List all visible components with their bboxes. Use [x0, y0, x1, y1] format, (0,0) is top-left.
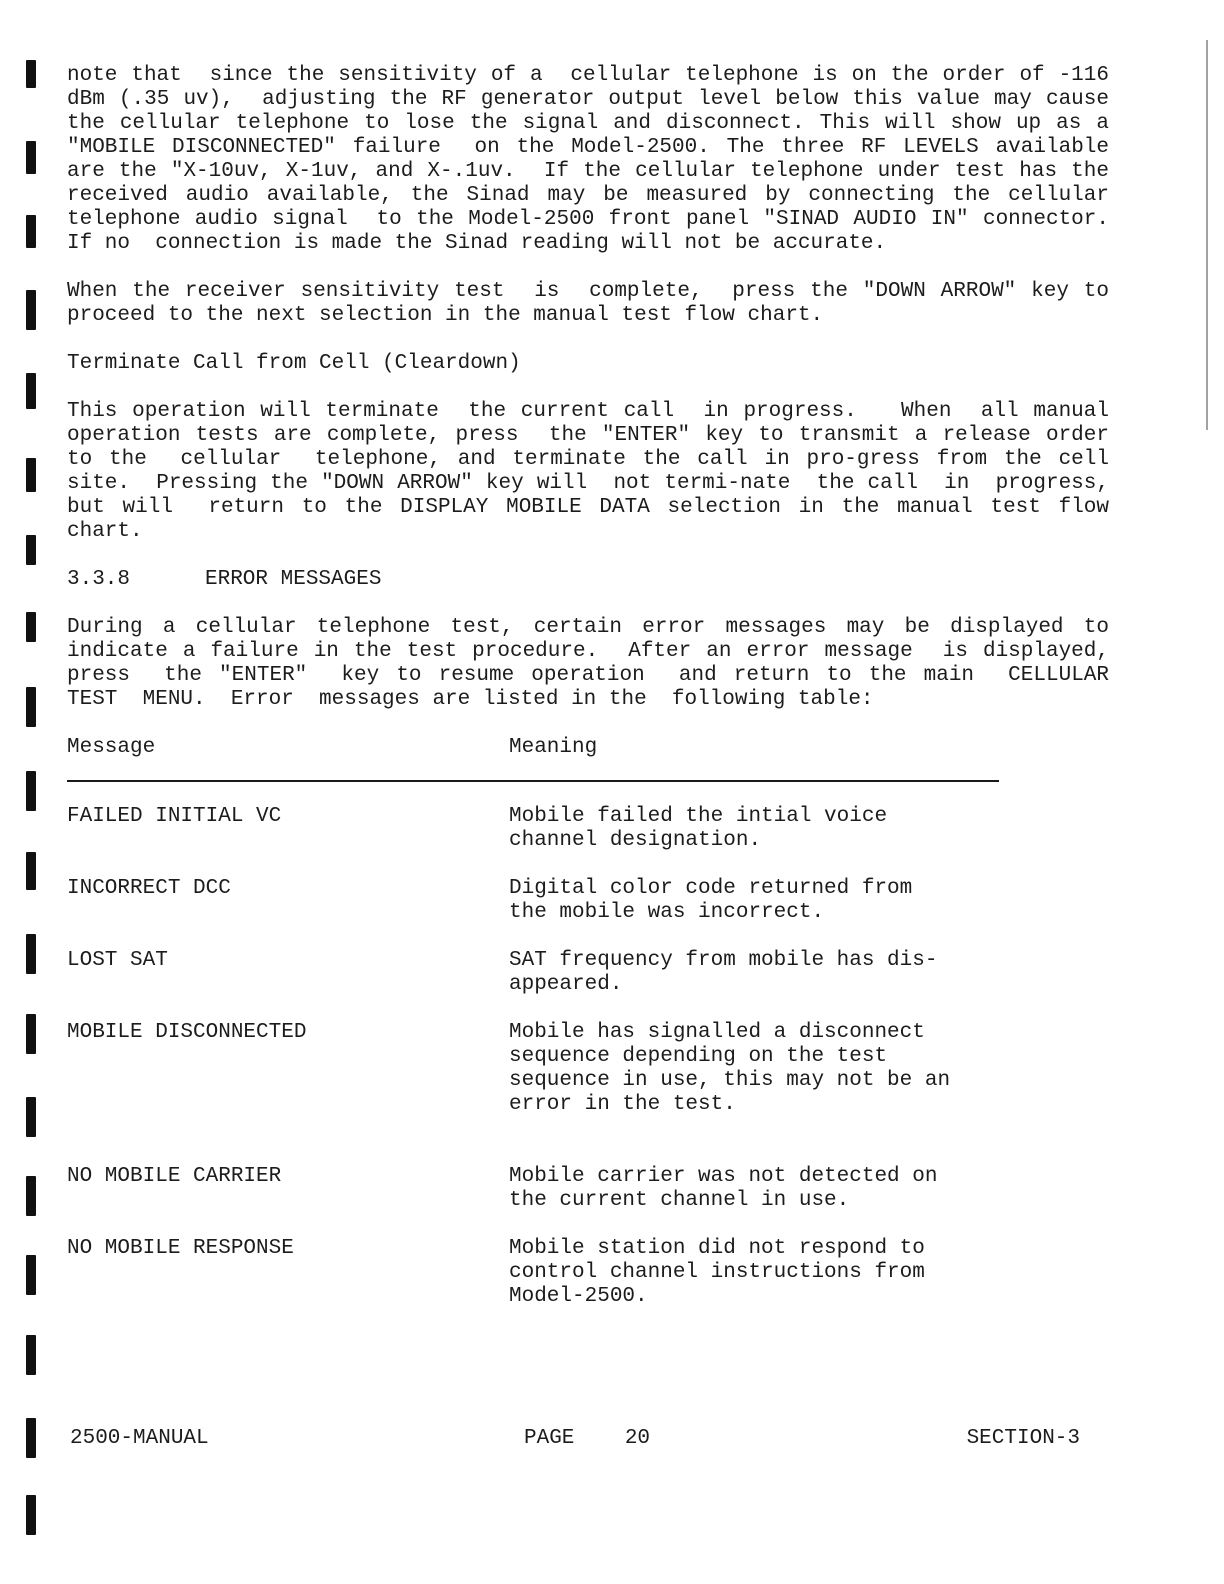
subheading-terminate-call: Terminate Call from Cell (Cleardown): [67, 352, 521, 375]
footer-page-number: PAGE 20: [524, 1427, 651, 1450]
row-meaning: SAT frequency from mobile has dis- appeared.: [509, 949, 938, 996]
table-row: [67, 877, 1109, 925]
row-message: MOBILE DISCONNECTED: [67, 1021, 307, 1044]
punch-hole: [26, 60, 36, 88]
punch-hole: [26, 535, 36, 565]
punch-hole: [26, 215, 36, 248]
punch-hole: [26, 771, 36, 811]
table-row: [67, 1165, 1109, 1213]
error-messages-table: [67, 736, 1109, 1309]
punch-hole: [26, 852, 36, 890]
punch-hole: [26, 1495, 36, 1535]
punch-hole: [26, 687, 36, 727]
row-meaning: Mobile has signalled a disconnect sequence depending on the test sequence in use, this may not be an error in the test.: [509, 1021, 951, 1116]
row-message: INCORRECT DCC: [67, 877, 231, 900]
paragraph-error-intro: During a cellular telephone test, certain error messages may be displayed to indicate a failure in the test procedure. After an error message is displayed, press the "ENTER" key to resume operation and return to the main CELLULAR TEST MENU. Error messages are listed in the following table:: [67, 616, 1135, 711]
row-meaning: Mobile failed the intial voice channel designation.: [509, 805, 888, 852]
punch-hole: [26, 1176, 36, 1216]
row-meaning: Mobile carrier was not detected on the current channel in use.: [509, 1165, 938, 1212]
punch-hole: [26, 934, 36, 974]
binding-punch-holes: [0, 0, 40, 1584]
table-row: [67, 949, 1109, 997]
table-row: [67, 805, 1109, 853]
punch-hole: [26, 373, 36, 409]
punch-hole: [26, 1255, 36, 1295]
page-edge-line: [1206, 40, 1208, 430]
punch-hole: [26, 1418, 36, 1458]
section-heading: [67, 568, 1109, 592]
row-message: NO MOBILE RESPONSE: [67, 1237, 294, 1260]
row-message: NO MOBILE CARRIER: [67, 1165, 282, 1188]
punch-hole: [26, 1335, 36, 1375]
row-message: FAILED INITIAL VC: [67, 805, 282, 828]
table-row: [67, 1237, 1109, 1309]
punch-hole: [26, 458, 36, 492]
row-meaning: Digital color code returned from the mobile was incorrect.: [509, 877, 913, 924]
punch-hole: [26, 290, 36, 330]
header-rule: [67, 780, 999, 782]
section-title: ERROR MESSAGES: [205, 568, 382, 591]
punch-hole: [26, 1014, 36, 1054]
punch-hole: [26, 141, 36, 174]
punch-hole: [26, 612, 36, 642]
paragraph-terminate-call: This operation will terminate the current call in progress. When all manual operation tests are complete, press the "ENTER" key to transmit a release order to the cellular telephone, and terminate the call in pro-gress from the cell site. Pressing the "DOWN ARROW" key will not termi-nate the call in progress, but will return to the DISPLAY MOBILE DATA selection in the manual test flow chart.: [67, 400, 1122, 543]
paragraph-sensitivity-note: note that since the sensitivity of a cellular telephone is on the order of -116 dBm (.35 uv), adjusting the RF generator output level below this value may cause the cellular telephone to lose the signal and disconnect. This will show up as a "MOBILE DISCONNECTED" failure on the Model-2500. The three RF LEVELS available are the "X-10uv, X-1uv, and X-.1uv. If the cellular telephone under test has the received audio available, the Sinad may be measured by connecting the cellular telephone audio signal to the Model-2500 front panel "SINAD AUDIO IN" connector. If no connection is made the Sinad reading will not be accurate.: [67, 64, 1147, 255]
footer-manual-name: 2500-MANUAL: [70, 1427, 209, 1450]
row-message: LOST SAT: [67, 949, 168, 972]
header-meaning: Meaning: [509, 736, 598, 759]
header-message: Message: [67, 736, 156, 759]
footer-section: SECTION-3: [966, 1427, 1080, 1450]
table-row: [67, 1021, 1109, 1117]
paragraph-sensitivity-complete: When the receiver sensitivity test is complete, press the "DOWN ARROW" key to proceed to the next selection in the manual test flow chart.: [67, 280, 1122, 327]
punch-hole: [26, 1097, 36, 1137]
page-content: [67, 64, 1147, 1309]
page-footer: [70, 1427, 1080, 1451]
row-meaning: Mobile station did not respond to control channel instructions from Model-2500.: [509, 1237, 925, 1308]
table-header: [67, 736, 1109, 760]
section-number: 3.3.8: [67, 568, 131, 591]
